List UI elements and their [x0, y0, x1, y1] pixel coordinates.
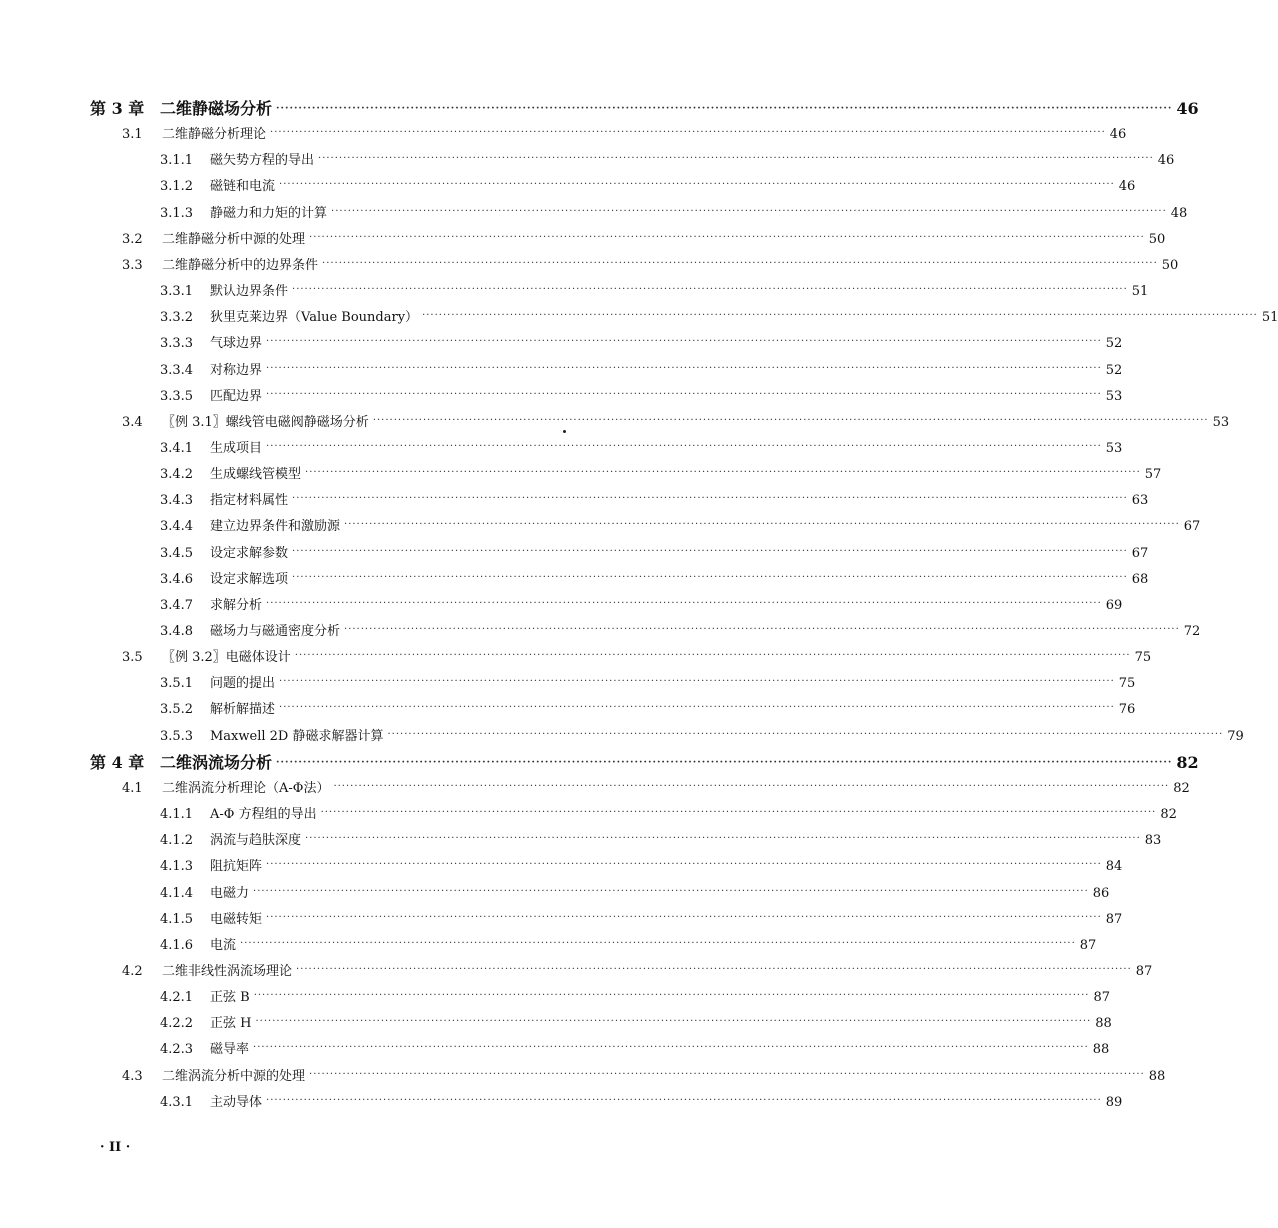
toc-page-number: 53: [1212, 414, 1230, 430]
toc-number: 3.3.3: [160, 336, 194, 352]
toc-dot-leader: ········································································································································································································: [292, 493, 1128, 505]
toc-title: 电磁力: [210, 885, 250, 901]
toc-dot-leader: ········································································································································································································: [305, 833, 1141, 845]
toc-page-number: 88: [1148, 1068, 1166, 1084]
toc-title: 解析解描述: [210, 702, 276, 718]
toc-dot-leader: ········································································································································································································: [266, 388, 1102, 400]
toc-number: 3.4.1: [160, 440, 194, 456]
toc-dot-leader: ········································································································································································································: [266, 336, 1102, 348]
toc-entry-sub: [160, 621, 1201, 643]
toc-title: 正弦 H: [210, 1016, 252, 1032]
toc-number: 3.5.1: [160, 676, 194, 692]
toc-number: 3.4.2: [160, 467, 194, 483]
toc-title: 对称边界: [210, 362, 263, 378]
toc-title: 匹配边界: [210, 388, 263, 404]
toc-title: 建立边界条件和激励源: [210, 519, 341, 535]
toc-page-number: 50: [1161, 257, 1179, 273]
toc-number: 4.2.3: [160, 1042, 194, 1058]
toc-number: 第 4 章: [90, 752, 145, 772]
toc-title: 静磁力和力矩的计算: [210, 205, 328, 221]
toc-dot-leader: ········································································································································································································: [294, 650, 1131, 662]
toc-entry-sub: [160, 203, 1188, 225]
toc-title: 狄里克莱边界（Value Boundary）: [210, 310, 419, 326]
toc-dot-leader: ········································································································································································································: [240, 937, 1076, 949]
toc-dot-leader: ········································································································································································································: [253, 885, 1089, 897]
toc-page-number: 88: [1092, 1042, 1110, 1058]
toc-page-number: 82: [1173, 780, 1190, 796]
toc-page-number: 87: [1093, 990, 1110, 1006]
toc-page-number: 87: [1105, 911, 1123, 927]
toc-number: 3.2: [122, 231, 143, 247]
toc-dot-leader: ········································································································································································································: [372, 414, 1209, 426]
toc-dot-leader: ········································································································································································································: [320, 807, 1157, 818]
toc-entry-sub: [160, 543, 1149, 565]
toc-dot-leader: ········································································································································································································: [276, 756, 1173, 768]
toc-dot-leader: ········································································································································································································: [279, 676, 1115, 688]
toc-number: 3.1.2: [160, 179, 194, 195]
toc-dot-leader: ········································································································································································································: [255, 1016, 1092, 1028]
toc-title: 生成螺线管模型: [210, 467, 302, 483]
toc-dot-leader: ········································································································································································································: [322, 257, 1158, 269]
toc-title: 正弦 B: [210, 990, 250, 1006]
toc-dot-leader: ········································································································································································································: [292, 545, 1128, 557]
toc-title: 指定材料属性: [210, 493, 289, 509]
toc-page-number: 84: [1105, 859, 1123, 875]
toc-number: 3.4.8: [160, 624, 194, 639]
toc-page-number: 53: [1105, 440, 1123, 456]
toc-page-number: 76: [1118, 702, 1136, 718]
toc-title: 二维涡流分析理论（A-Φ法）: [162, 780, 330, 796]
toc-title: 电磁转矩: [210, 911, 263, 927]
toc-title: 二维静磁分析中源的处理: [162, 231, 306, 247]
toc-title: 设定求解参数: [210, 545, 289, 561]
toc-page-number: 75: [1118, 676, 1136, 692]
toc-page-number: 46: [1176, 99, 1199, 118]
toc-entry-section: [122, 255, 1179, 277]
toc-entry-sub: [160, 307, 1278, 329]
toc-dot-leader: ········································································································································································································: [292, 284, 1128, 295]
toc-entry-section: [122, 412, 1230, 434]
toc-entry-sub: [160, 360, 1123, 382]
toc-number: 3.3.1: [160, 284, 194, 299]
toc-number: 4.2.1: [160, 990, 194, 1006]
toc-title: 生成项目: [210, 440, 263, 456]
toc-entry-sub: [160, 150, 1175, 172]
toc-number: 3.3.2: [160, 310, 194, 326]
toc-title: 磁场力与磁通密度分析: [210, 624, 341, 639]
toc-title: 二维静磁分析理论: [162, 127, 267, 143]
toc-dot-leader: ········································································································································································································: [270, 127, 1106, 139]
toc-dot-leader: ········································································································································································································: [253, 990, 1090, 1002]
toc-entry-sub: [160, 1013, 1112, 1035]
toc-number: 4.1.5: [160, 911, 194, 927]
toc-entry-section: [122, 778, 1190, 800]
toc-page-number: 51: [1261, 310, 1278, 326]
toc-number: 4.1.3: [160, 859, 194, 875]
toc-page-number: 87: [1079, 937, 1097, 953]
toc-title: 二维非线性涡流场理论: [162, 963, 293, 979]
toc-entry-sub: [160, 726, 1244, 748]
print-speck: [563, 430, 566, 433]
toc-title: 设定求解选项: [210, 571, 289, 587]
toc-entry-sub: [160, 830, 1162, 852]
toc-entry-section: [122, 961, 1153, 983]
toc-dot-leader: ········································································································································································································: [266, 911, 1102, 923]
toc-title: 二维涡流场分析: [160, 752, 273, 772]
toc-entry-section: [122, 1066, 1166, 1088]
toc-page-number: 51: [1131, 284, 1149, 299]
toc-title: 二维涡流分析中源的处理: [162, 1068, 306, 1084]
toc-title: 〖例 3.1〗螺线管电磁阀静磁场分析: [162, 414, 369, 430]
toc-title: 磁矢势方程的导出: [210, 153, 315, 169]
toc-number: 3.4: [122, 414, 143, 430]
toc-page-number: 50: [1148, 231, 1166, 247]
toc-entry-sub: [160, 699, 1136, 721]
toc-title: 主动导体: [210, 1094, 263, 1110]
toc-title: Maxwell 2D 静磁求解器计算: [210, 728, 384, 744]
toc-dot-leader: ········································································································································································································: [387, 728, 1224, 740]
toc-entry-sub: [160, 516, 1201, 538]
toc-title: 磁链和电流: [210, 179, 276, 195]
toc-title: 电流: [210, 937, 237, 953]
toc-dot-leader: ········································································································································································································: [292, 571, 1128, 583]
toc-entry-sub: [160, 673, 1136, 695]
toc-entry-sub: [160, 935, 1097, 957]
toc-entry-section: [122, 229, 1166, 251]
toc-entry-sub: [160, 1039, 1110, 1061]
toc-number: 3.4.3: [160, 493, 194, 509]
toc-entry-sub: [160, 569, 1149, 591]
toc-entry-sub: [160, 386, 1123, 408]
toc-dot-leader: ········································································································································································································: [331, 205, 1167, 217]
toc-dot-leader: ········································································································································································································: [305, 467, 1141, 479]
toc-number: 4.1.4: [160, 885, 194, 901]
toc-number: 4.2.2: [160, 1016, 194, 1032]
toc-entry-sub: [160, 281, 1149, 303]
toc-dot-leader: ········································································································································································································: [318, 153, 1154, 165]
toc-dot-leader: ········································································································································································································: [279, 179, 1115, 191]
toc-page-number: 68: [1131, 571, 1149, 587]
toc-number: 4.2: [122, 963, 143, 979]
toc-dot-leader: ········································································································································································································: [296, 963, 1132, 975]
toc-title: 磁导率: [210, 1042, 250, 1058]
toc-page-number: 82: [1160, 807, 1177, 822]
toc-page-number: 48: [1170, 205, 1188, 221]
toc-dot-leader: ········································································································································································································: [279, 702, 1115, 714]
toc-page-number: 52: [1105, 336, 1123, 352]
toc-title: 求解分析: [210, 597, 263, 613]
toc-page-number: 46: [1109, 127, 1127, 143]
toc-entry-chapter: [90, 752, 1199, 774]
toc-number: 4.3: [122, 1068, 143, 1084]
toc-page-number: 67: [1183, 519, 1201, 535]
toc-page-number: 46: [1157, 153, 1175, 169]
toc-dot-leader: ········································································································································································································: [266, 1094, 1102, 1106]
toc-number: 4.1.2: [160, 833, 194, 849]
toc-entry-sub: [160, 856, 1123, 878]
toc-dot-leader: ········································································································································································································: [266, 859, 1102, 871]
toc-number: 3.3.5: [160, 388, 194, 404]
toc-page-number: 46: [1118, 179, 1136, 195]
toc-dot-leader: ········································································································································································································: [422, 310, 1258, 322]
toc-entry-sub: [160, 909, 1123, 931]
toc-number: 3.5: [122, 650, 143, 666]
toc-title: 〖例 3.2〗电磁体设计: [162, 650, 291, 666]
toc-number: 3.4.5: [160, 545, 194, 561]
toc-page-number: 75: [1134, 650, 1152, 666]
toc-entry-sub: [160, 438, 1123, 460]
toc-page-number: 69: [1105, 597, 1123, 613]
toc-entry-sub: [160, 490, 1149, 512]
toc-entry-sub: [160, 595, 1123, 617]
toc-dot-leader: ········································································································································································································: [309, 231, 1145, 243]
toc-page-number: 79: [1227, 728, 1244, 744]
toc-dot-leader: ········································································································································································································: [344, 519, 1180, 531]
toc-entry-sub: [160, 333, 1123, 355]
toc-dot-leader: ········································································································································································································: [266, 440, 1102, 452]
toc-title: 气球边界: [210, 336, 263, 352]
toc-entry-sub: [160, 883, 1110, 905]
toc-page-number: 67: [1131, 545, 1149, 561]
toc-number: 3.4.7: [160, 597, 194, 613]
toc-number: 3.3.4: [160, 362, 194, 378]
toc-page-number: 87: [1135, 963, 1153, 979]
toc-page-number: 86: [1092, 885, 1110, 901]
toc-number: 3.5.3: [160, 728, 194, 744]
toc-title: A-Φ 方程组的导出: [210, 807, 317, 822]
toc-dot-leader: ········································································································································································································: [276, 103, 1173, 114]
toc-title: 阻抗矩阵: [210, 859, 263, 875]
page-number-footer: · II ·: [100, 1140, 131, 1155]
toc-dot-leader: ········································································································································································································: [344, 624, 1180, 635]
toc-title: 涡流与趋肤深度: [210, 833, 302, 849]
toc-number: 3.1.1: [160, 153, 194, 169]
toc-entry-sub: [160, 804, 1177, 826]
toc-number: 3.4.4: [160, 519, 194, 535]
toc-dot-leader: ········································································································································································································: [333, 780, 1170, 792]
toc-entry-section: [122, 647, 1152, 669]
toc-number: 4.1: [122, 780, 143, 796]
toc-title: 二维静磁场分析: [160, 99, 273, 118]
toc-page-number: 72: [1183, 624, 1201, 639]
toc-page-number: 89: [1105, 1094, 1123, 1110]
toc-entry-chapter: [90, 98, 1199, 120]
toc-page-number: 82: [1176, 752, 1199, 772]
toc-page-number: 53: [1105, 388, 1123, 404]
toc-number: 4.1.6: [160, 937, 194, 953]
toc-dot-leader: ········································································································································································································: [309, 1068, 1145, 1080]
toc-dot-leader: ········································································································································································································: [266, 362, 1102, 374]
toc-page-number: 57: [1144, 467, 1162, 483]
toc-page-number: 83: [1144, 833, 1162, 849]
toc-number: 3.3: [122, 257, 143, 273]
toc-number: 4.1.1: [160, 807, 194, 822]
toc-page-number: 63: [1131, 493, 1149, 509]
toc-entry-sub: [160, 987, 1110, 1009]
toc-page-number: 52: [1105, 362, 1123, 378]
toc-number: 第 3 章: [90, 99, 145, 118]
toc-entry-sub: [160, 1092, 1123, 1114]
toc-entry-sub: [160, 464, 1162, 486]
toc-dot-leader: ········································································································································································································: [266, 597, 1102, 609]
toc-dot-leader: ········································································································································································································: [253, 1042, 1089, 1054]
toc-title: 问题的提出: [210, 676, 276, 692]
toc-page-number: 88: [1095, 1016, 1112, 1032]
toc-entry-sub: [160, 176, 1136, 198]
toc-title: 默认边界条件: [210, 284, 289, 299]
toc-entry-section: [122, 124, 1127, 146]
toc-number: 3.1.3: [160, 205, 194, 221]
toc-number: 4.3.1: [160, 1094, 194, 1110]
toc-number: 3.5.2: [160, 702, 194, 718]
toc-title: 二维静磁分析中的边界条件: [162, 257, 319, 273]
toc-number: 3.4.6: [160, 571, 194, 587]
toc-number: 3.1: [122, 127, 143, 143]
